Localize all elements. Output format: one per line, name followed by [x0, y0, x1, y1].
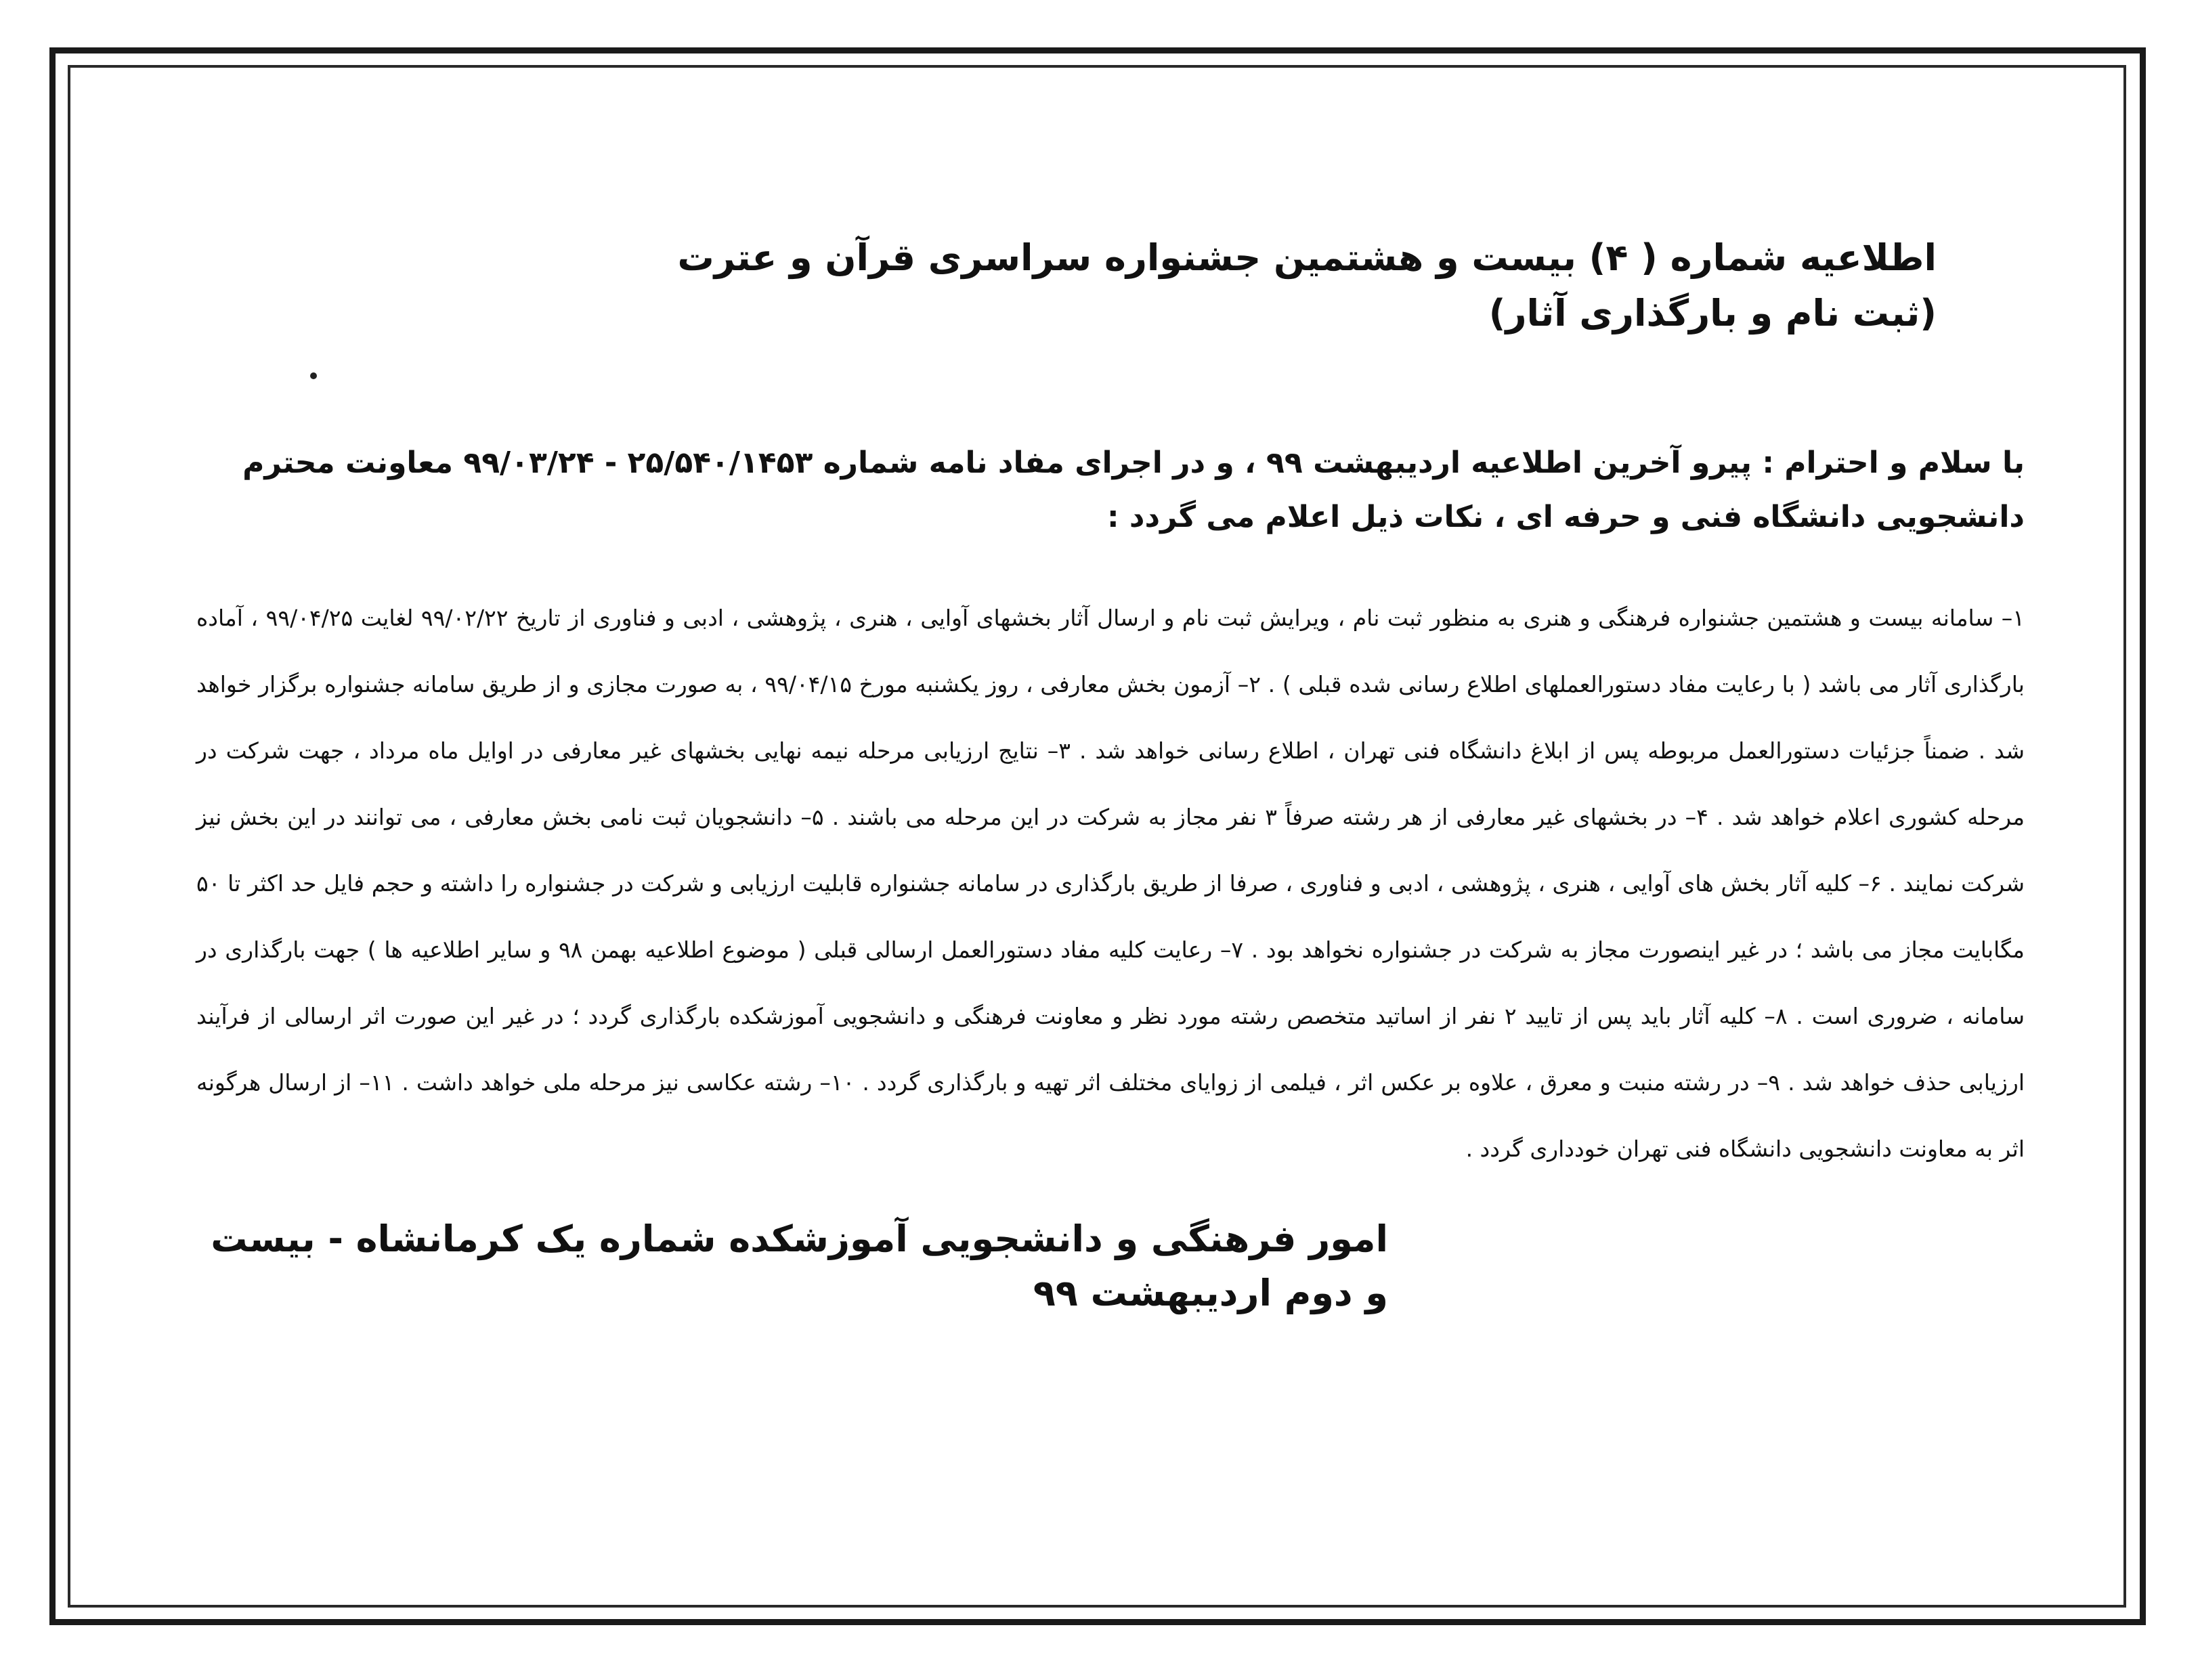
document-body: [183, 230, 2025, 1182]
salutation-paragraph: با سلام و احترام : پیرو آخرین اطلاعیه اردیبهشت ۹۹ ، و در اجرای مفاد نامه شماره ۲۵/۵۴۰/۱۴۵۳ - ۹۹/۰۳/۲۴ معاونت محترم دانشجویی دانشگاه فنی و حرفه ای ، نکات ذیل اعلام می گردد :: [242, 446, 2025, 534]
signature-line: امور فرهنگی و دانشجویی آموزشکده شماره یک کرمانشاه - بیست و دوم اردیبهشت ۹۹: [211, 1218, 1388, 1314]
announcement-body: ۱– سامانه بیست و هشتمین جشنواره فرهنگی و هنری به منظور ثبت نام ، ویرایش ثبت نام و ارسال آثار بخشهای آوایی ، هنری ، پژوهشی ، ادبی و فناوری از تاریخ ۹۹/۰۲/۲۲ لغایت ۹۹/۰۴/۲۵ ، آماده بارگذاری آثار می باشد ( با رعایت مفاد دستورالعملهای اطلاع رسانی شده قبلی ) . ۲– آزمون بخش معارفی ، روز یکشنبه مورخ ۹۹/۰۴/۱۵ ، به صورت مجازی و از طریق سامانه جشنواره برگزار خواهد شد . ضمناً جزئیات دستورالعمل مربوطه پس از ابلاغ دانشگاه فنی تهران ، اطلاع رسانی خواهد شد . ۳– نتایج ارزیابی مرحله نیمه نهایی بخشهای غیر معارفی در اوایل ماه مرداد ، جهت شرکت در مرحله کشوری اعلام خواهد شد . ۴– در بخشهای غیر معارفی از هر رشته صرفاً ۳ نفر مجاز به شرکت در این مرحله می باشند . ۵– دانشجویان ثبت نامی بخش معارفی ، می توانند در این بخش نیز شرکت نمایند . ۶– کلیه آثار بخش های آوایی ، هنری ، پژوهشی ، ادبی و فناوری ، صرفا از طریق بارگذاری در سامانه جشنواره قابلیت ارزیابی و شرکت در جشنواره را داشته و حجم فایل حد اکثر تا ۵۰ مگابایت مجاز می باشد ؛ در غیر اینصورت مجاز به شرکت در جشنواره نخواهد بود . ۷– رعایت کلیه مفاد دستورالعمل ارسالی قبلی ( موضوع اطلاعیه بهمن ۹۸ و سایر اطلاعیه ها ) جهت بارگذاری در سامانه ، ضروری است . ۸– کلیه آثار باید پس از تایید ۲ نفر از اساتید متخصص رشته مورد نظر و معاونت فرهنگی و دانشجویی آموزشکده بارگذاری گردد ؛ در غیر این صورت اثر ارسالی از فرآیند ارزیابی حذف خواهد شد . ۹– در رشته منبت و معرق ، علاوه بر عکس اثر ، فیلمی از زوایای مختلف اثر تهیه و بارگذاری گردد . ۱۰– رشته عکاسی نیز مرحله ملی خواهد داشت . ۱۱– از ارسال هرگونه اثر به معاونت دانشجویی دانشگاه فنی تهران خودداری گردد .: [196, 605, 2025, 1162]
announcement-title: اطلاعیه شماره ( ۴) بیست و هشتمین جشنواره سراسری قرآن و عترت (ثبت نام و بارگذاری آثار): [677, 236, 1937, 335]
